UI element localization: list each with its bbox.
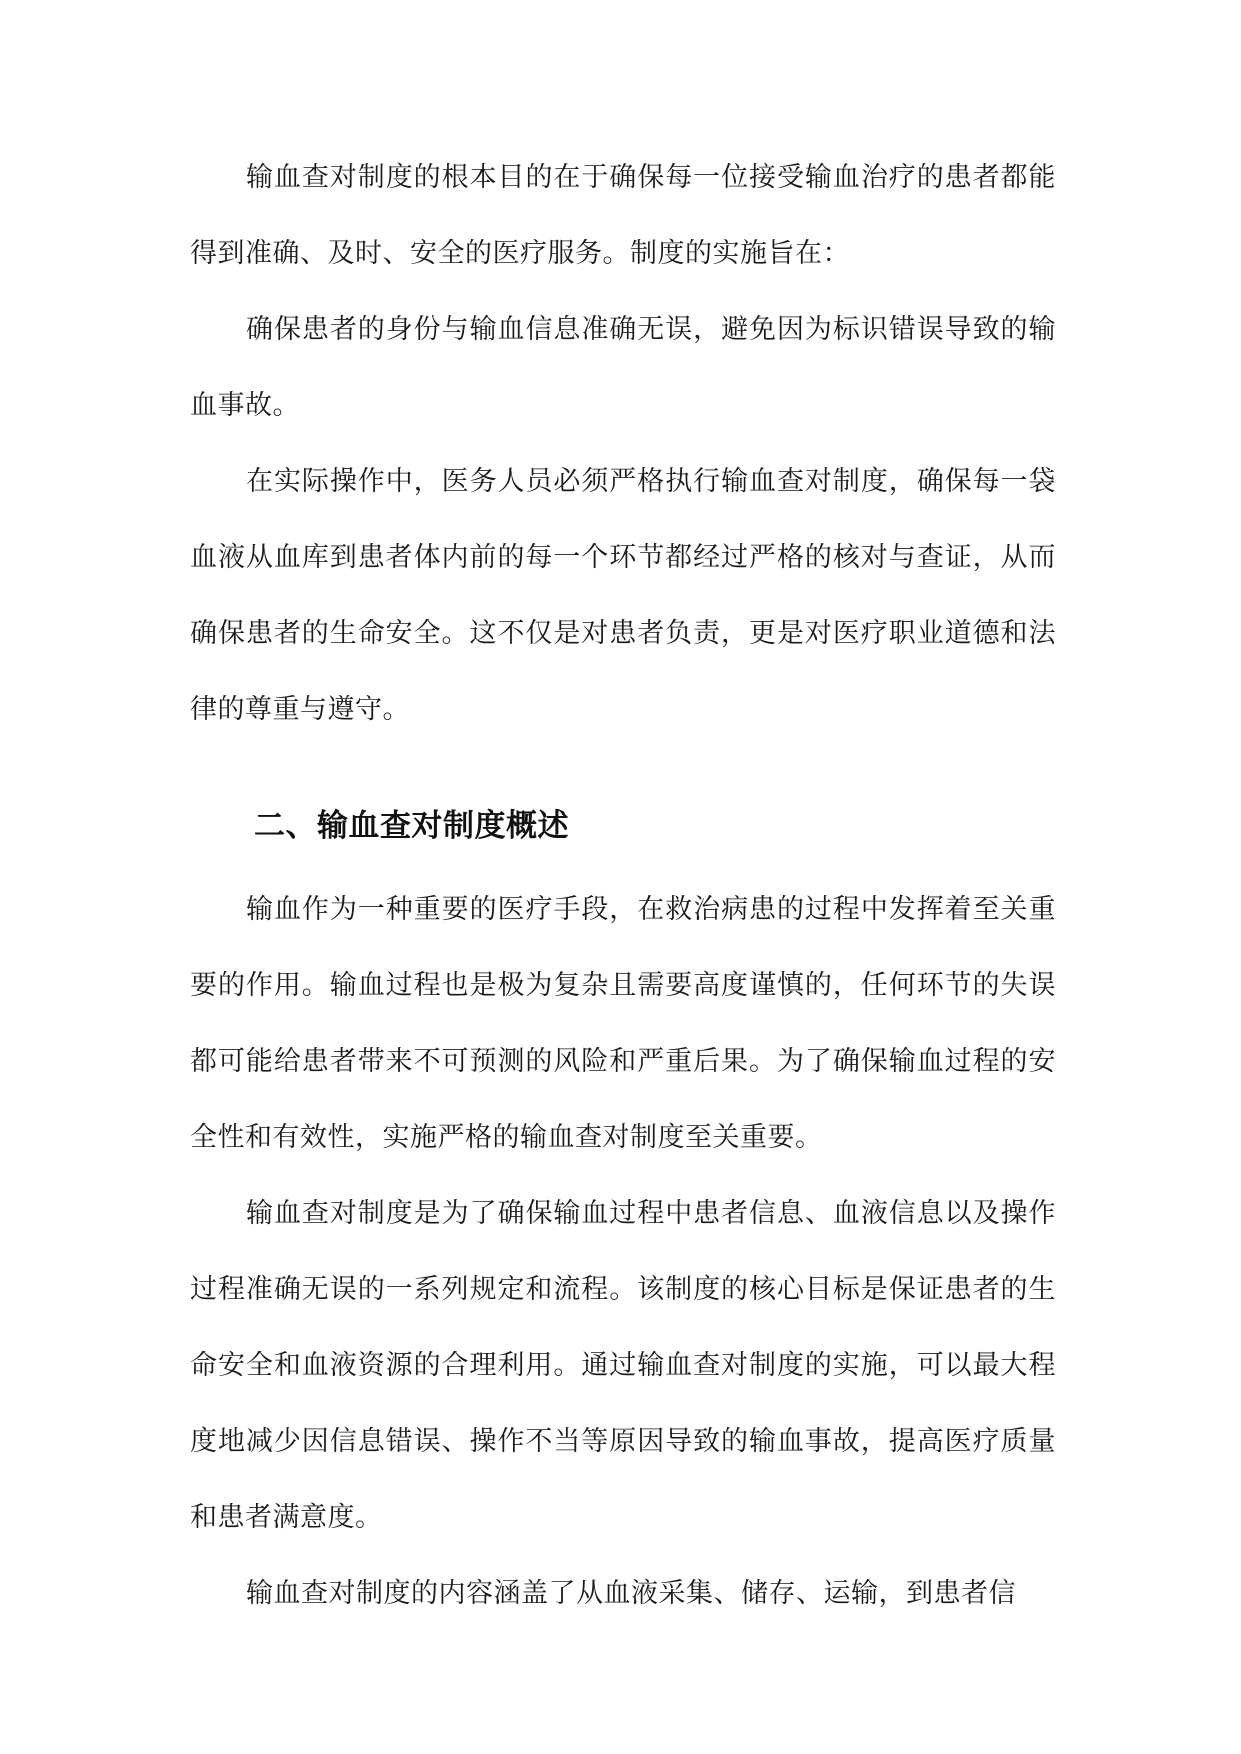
section-paragraph-2: 输血查对制度是为了确保输血过程中患者信息、血液信息以及操作过程准确无误的一系列规定和流程。该制度的核心目标是保证患者的生命安全和血液资源的合理利用。通过输血查对制度的实施，可以最大程度地减少因信息错误、操作不当等原因导致的输血事故，提高医疗质量和患者满意度。	[190, 1198, 1056, 1533]
section-paragraph-1: 输血作为一种重要的医疗手段，在救治病患的过程中发挥着至关重要的作用。输血过程也是极为复杂且需要高度谨慎的，任何环节的失误都可能给患者带来不可预测的风险和严重后果。为了确保输血过程的安全性和有效性，实施严格的输血查对制度至关重要。	[190, 894, 1056, 1153]
section-paragraph-3: 输血查对制度的内容涵盖了从血液采集、储存、运输，到患者信	[246, 1578, 1016, 1609]
intro-paragraph-1: 输血查对制度的根本目的在于确保每一位接受输血治疗的患者都能得到准确、及时、安全的医疗服务。制度的实施旨在：	[190, 162, 1056, 269]
intro-paragraph-2: 确保患者的身份与输血信息准确无误，避免因为标识错误导致的输血事故。	[190, 314, 1056, 421]
intro-paragraph-3: 在实际操作中，医务人员必须严格执行输血查对制度，确保每一袋血液从血库到患者体内前的每一个环节都经过严格的核对与查证，从而确保患者的生命安全。这不仅是对患者负责，更是对医疗职业道德和法律的尊重与遵守。	[190, 466, 1056, 725]
document-body	[190, 140, 1056, 1632]
section-heading: 二、输血查对制度概述	[254, 808, 569, 844]
